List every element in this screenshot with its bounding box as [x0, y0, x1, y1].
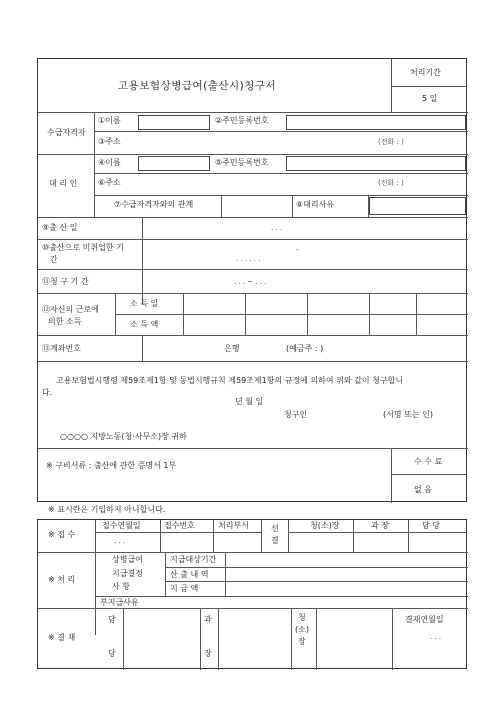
income-label-1: ⑫자신의 근로에: [42, 305, 99, 314]
account-label: ⑬계좌번호: [42, 344, 81, 353]
agent-section-label: 대 리 인: [49, 179, 78, 188]
final-col-1a: 담: [108, 615, 116, 624]
final-col-2a: 과: [204, 615, 212, 624]
sign-text: (서명 또는 인): [383, 410, 433, 419]
incapacity-label-2: 간: [50, 255, 58, 264]
recipient-name-field[interactable]: [138, 115, 210, 130]
birth-date-value: . . .: [271, 224, 283, 232]
receipt-header-dept: 처리부서: [218, 521, 249, 530]
approver-staff: 담 당: [422, 521, 440, 530]
receipt-label: ※ 접 수: [48, 530, 76, 539]
proc-right-2: 산 출 내 역: [170, 570, 209, 579]
recipient-resident-no-field[interactable]: [286, 115, 466, 130]
income-amount-label: 소 득 액: [130, 320, 159, 329]
final-label: ※ 결 재: [48, 633, 76, 642]
final-col-3a: 청: [298, 613, 306, 622]
final-col-3c: 장: [298, 637, 306, 646]
fee-value: 없 음: [414, 485, 432, 494]
agent-resident-no-label: ⑤주민등록번호: [215, 158, 269, 167]
income-label-2: 의한 소득: [48, 317, 82, 326]
proc-left-2: 지급결정: [112, 569, 143, 578]
agent-reason-label: ⑧대리사유: [296, 200, 335, 209]
declaration-date: 년 월 일: [235, 397, 264, 406]
receipt-dates: . . .: [114, 537, 126, 545]
processing-period-value: 5 일: [422, 94, 438, 103]
agent-name-label: ④이름: [98, 158, 121, 167]
birth-date-label: ⑨출 산 일: [42, 223, 78, 232]
office-use-section: [37, 519, 467, 669]
processing-period-label: 처리기간: [410, 68, 441, 77]
final-col-2b: 장: [204, 649, 212, 658]
approval-vertical-2: 결: [271, 536, 279, 545]
final-col-1b: 당: [108, 649, 116, 658]
approval-vertical-1: 선: [271, 524, 279, 533]
incapacity-value-1: -: [296, 246, 299, 254]
receipt-header-no: 접수번호: [164, 521, 195, 530]
proc-left-3: 사 항: [112, 582, 130, 591]
final-date-value: . . .: [430, 633, 442, 641]
addressee: ○○○○ 지방노동(청·사무소)장 귀하: [60, 432, 187, 441]
recipient-address-label: ③주소: [98, 137, 121, 146]
declaration-line-2: 다.: [42, 388, 53, 397]
approver-manager: 과 장: [371, 521, 389, 530]
recipient-name-label: ①이름: [98, 116, 121, 125]
office-use-note: ※ 표시란은 기입하지 아니합니다.: [48, 505, 166, 514]
agent-reason-field[interactable]: [369, 197, 466, 215]
non-payment-label: 부지급사유: [100, 598, 139, 607]
attachments-text: ※ 구비서류 : 출산에 관한 증명서 1부: [46, 461, 177, 470]
recipient-section-label: 수급자격자: [47, 128, 86, 137]
agent-resident-no-field[interactable]: [286, 156, 466, 171]
processing-label: ※ 처 리: [48, 575, 76, 584]
agent-relation-label: ⑦수급자격자와의 관계: [114, 200, 194, 209]
approver-chief: 청(소)장: [310, 521, 340, 530]
proc-right-3: 지 금 액: [170, 584, 199, 593]
claim-period-label: ⑪청 구 기 간: [42, 277, 89, 286]
incapacity-value-2: . . . . . .: [236, 255, 261, 263]
recipient-phone: (전화 : ): [378, 138, 404, 146]
proc-right-1: 지급대상기간: [170, 555, 217, 564]
form-title: 고용보험상병급여(출산시)청구서: [118, 80, 277, 92]
agent-phone: (전화 : ): [378, 179, 404, 187]
final-col-3b: (소): [295, 625, 309, 634]
claim-form: [37, 58, 467, 502]
bank-text: 은행: [224, 344, 240, 353]
fee-label: 수 수 료: [414, 457, 443, 466]
declaration-line-1: 고용보험법시행령 제59조제1항 및 동법시행규칙 제59조제1항의 규정에 의하여 위와 같이 청구합니: [56, 376, 404, 385]
claimant-label: 청구인: [284, 410, 308, 419]
receipt-header-date: 접수연월일: [102, 521, 141, 530]
claim-period-value: . . . ~ . . .: [234, 278, 267, 286]
proc-left-1: 상병급여: [112, 555, 143, 564]
agent-address-label: ⑥주소: [98, 178, 121, 187]
recipient-resident-no-label: ②주민등록번호: [215, 116, 269, 125]
income-days-label: 소 득 일: [130, 299, 159, 308]
final-date-label: 결재연월일: [405, 615, 444, 624]
incapacity-label-1: ⑩출산으로 미취업한 기: [42, 243, 124, 252]
agent-name-field[interactable]: [138, 156, 210, 171]
account-holder-text: (예금주 : ): [286, 344, 324, 353]
